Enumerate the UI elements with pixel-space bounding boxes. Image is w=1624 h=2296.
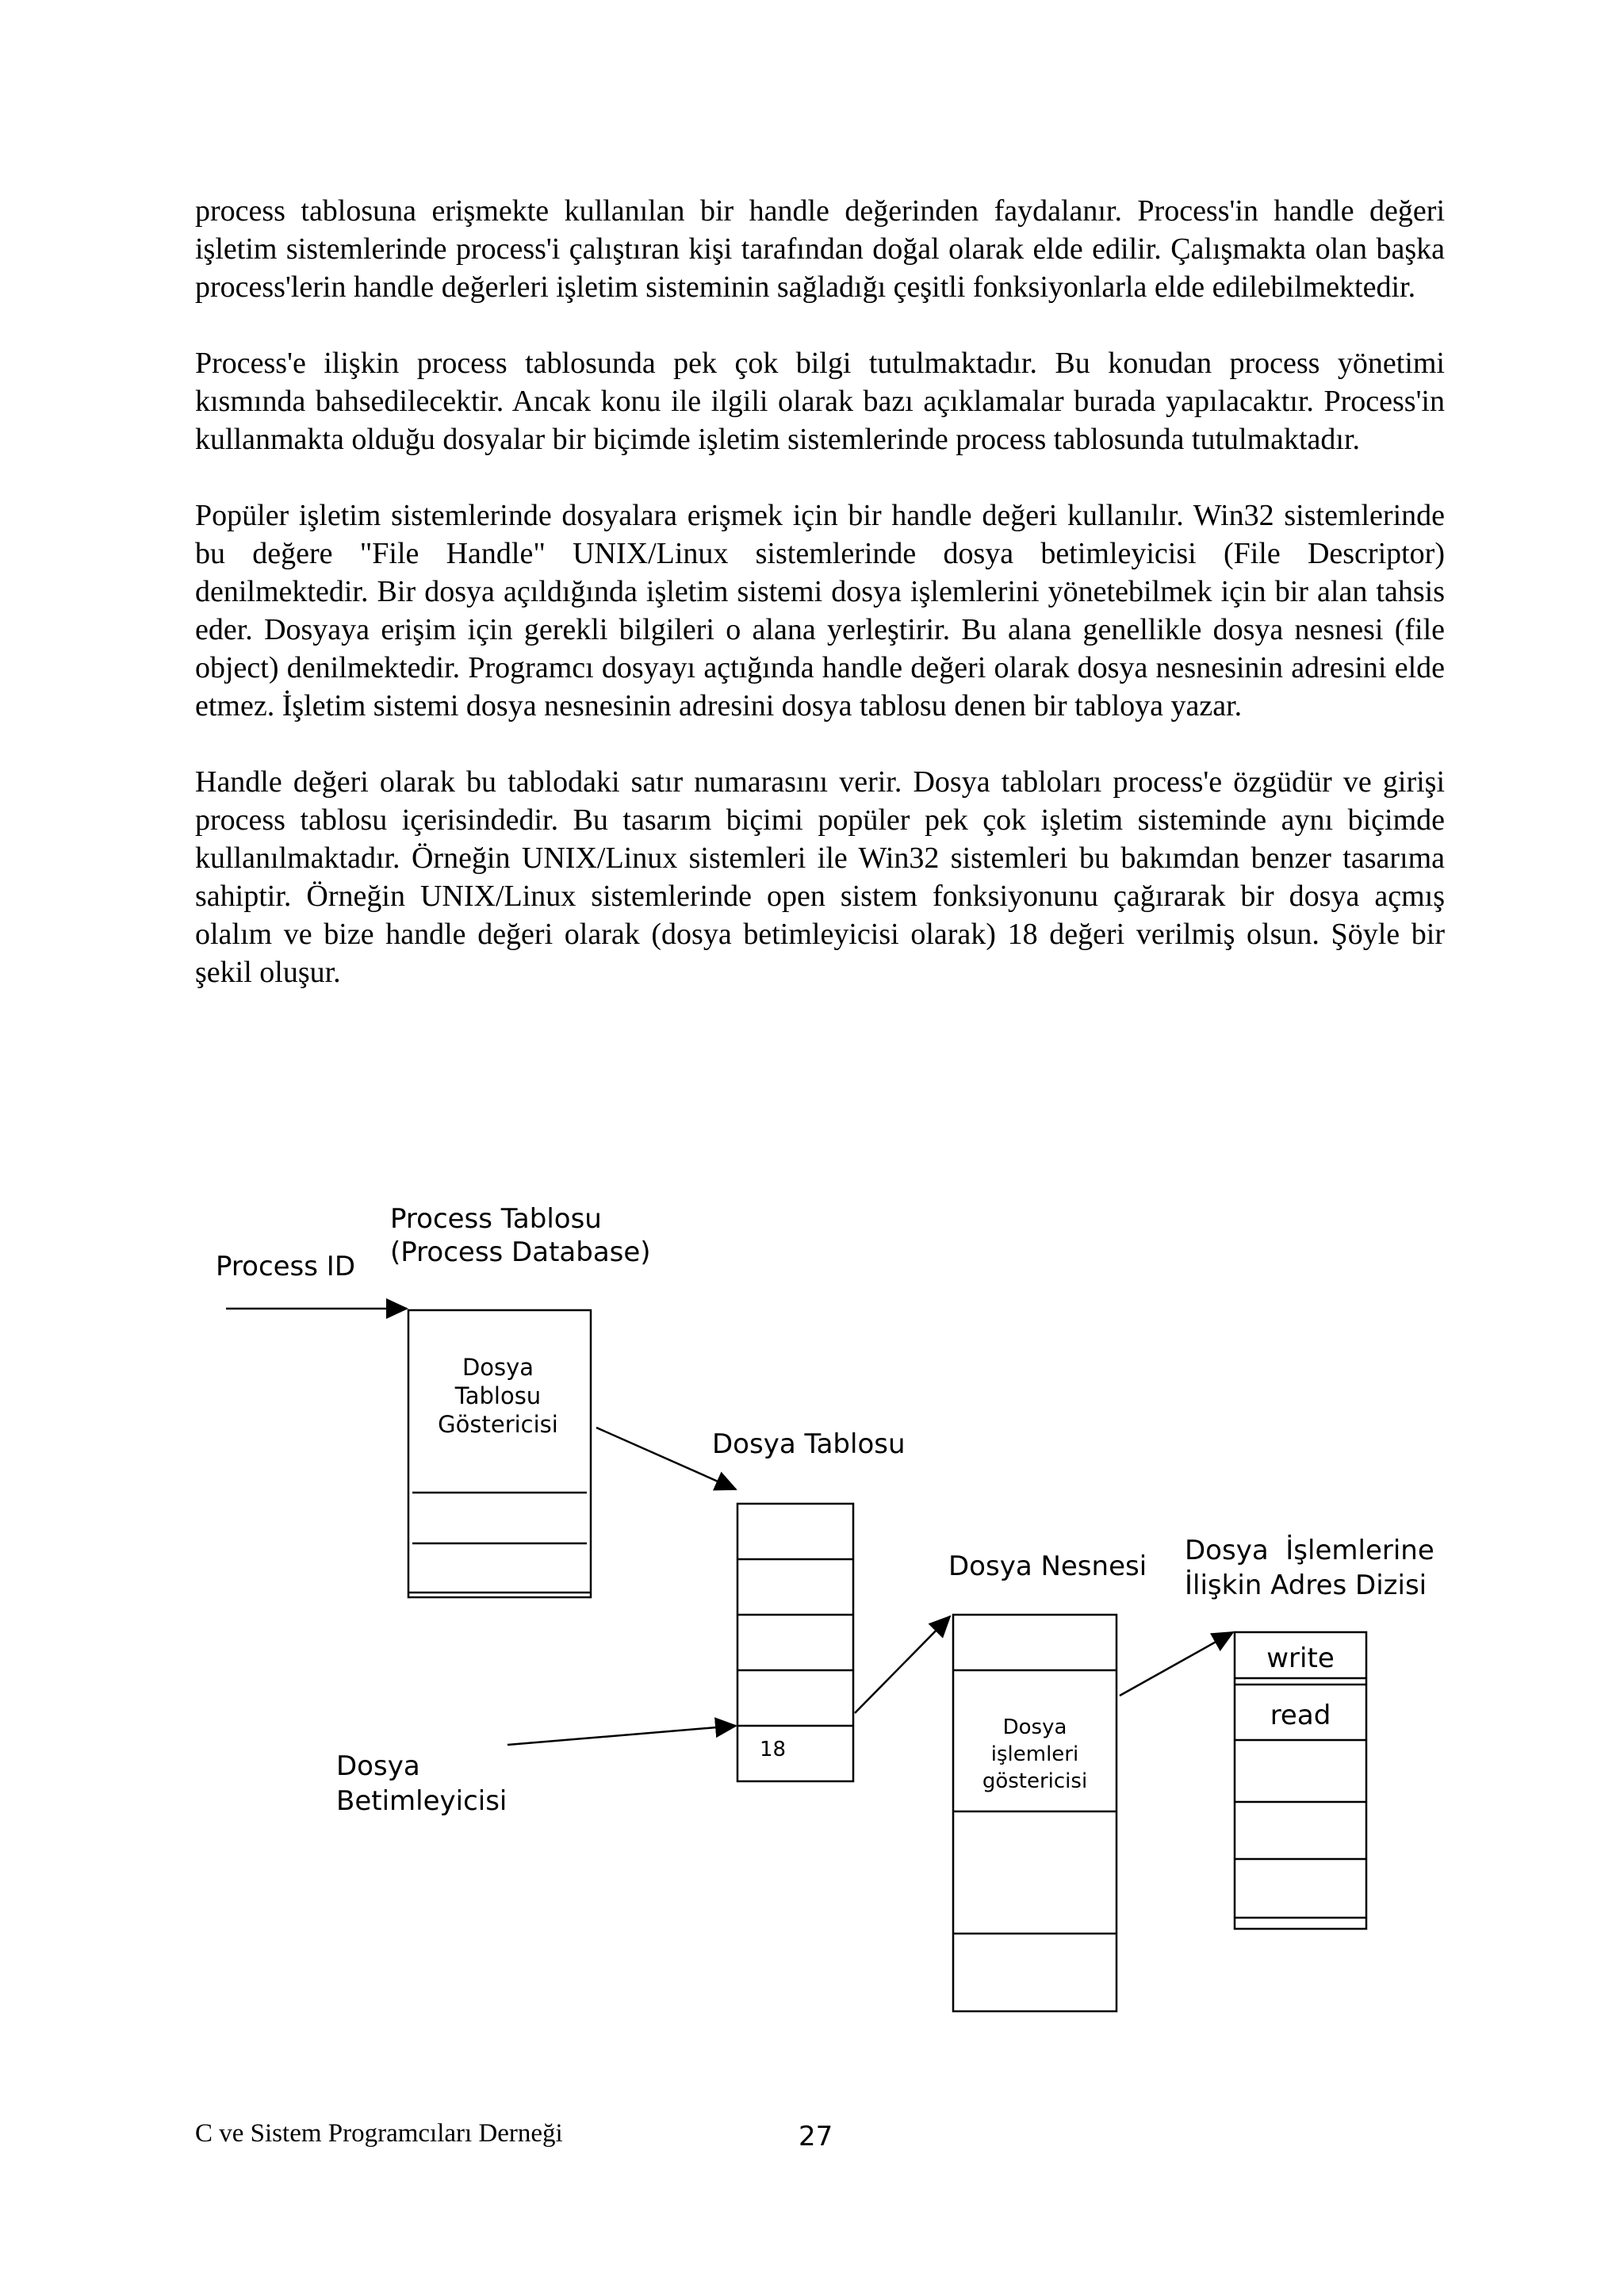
file-ops-pointer-line3: göstericisi bbox=[982, 1769, 1088, 1793]
address-array-item-read: read bbox=[1270, 1700, 1331, 1731]
process-table-title-line1: Process Tablosu bbox=[390, 1203, 602, 1235]
file-ops-pointer-line2: işlemleri bbox=[990, 1742, 1079, 1766]
address-array-label-line2: İlişkin Adres Dizisi bbox=[1185, 1570, 1427, 1601]
file-object-arrow bbox=[855, 1616, 950, 1713]
file-table-pointer-line3: Göstericisi bbox=[438, 1411, 558, 1438]
file-table-entry: 18 bbox=[760, 1738, 787, 1761]
footer-organization: C ve Sistem Programcıları Derneği bbox=[195, 2119, 563, 2148]
file-descriptor-line1: Dosya bbox=[336, 1750, 420, 1782]
paragraph-3: Popüler işletim sistemlerinde dosyalara erişmek için bir handle değeri kullanılır. Win32 sistemlerinde bu değere "File Handle" UNIX/Linux sistemlerinde dosya betimleyicisi (File Descriptor) denilmektedir. Bir dosya açıldığında işletim sistemi dosya işlemlerini yönetebilmek için bir alan tahsis eder. Dosyaya erişim için gerekli bilgileri o alana yerleştirir. Bu alana genellikle dosya nesnesi (file object) denilmektedir. Programcı dosyayı açtığında handle değeri olarak dosya nesnesinin adresini elde etmez. İşletim sistemi dosya nesnesinin adresini dosya tablosu denen bir tabloya yazar. bbox=[195, 499, 1445, 723]
page-number: 27 bbox=[799, 2121, 833, 2152]
process-table-title-line2: (Process Database) bbox=[390, 1236, 651, 1268]
process-id-label: Process ID bbox=[216, 1251, 355, 1282]
file-ops-pointer-line1: Dosya bbox=[1002, 1715, 1067, 1739]
paragraph-4: Handle değeri olarak bu tablodaki satır numarasını verir. Dosya tabloları process'e özgüdür ve girişi process tablosu içerisindedir. Bu tasarım biçimi popüler pek çok işletim sisteminde aynı biçimde kullanılmaktadır. Örneğin UNIX/Linux sistemleri ile Win32 sistemleri bu bakımdan benzer tasarıma sahiptir. Örneğin UNIX/Linux sistemlerinde open sistem fonksiyonunu çağırarak bir dosya açmış olalım ve bize handle değeri olarak (dosya betimleyicisi olarak) 18 değeri verilmiş olsun. Şöyle bir şekil oluşur. bbox=[195, 765, 1445, 989]
paragraph-2: Process'e ilişkin process tablosunda pek çok bilgi tutulmaktadır. Bu konudan process yönetimi kısmında bahsedilecektir. Ancak konu ile ilgili olarak bazı açıklamalar burada yapılacaktır. Process'in kullanmakta olduğu dosyalar bir biçimde işletim sistemlerinde process tablosunda tutulmaktadır. bbox=[195, 347, 1445, 456]
address-array-arrow bbox=[1120, 1632, 1233, 1696]
file-descriptor-line2: Betimleyicisi bbox=[336, 1785, 508, 1817]
file-table-box bbox=[737, 1504, 853, 1781]
file-table-label: Dosya Tablosu bbox=[712, 1428, 906, 1460]
file-table-pointer-line2: Tablosu bbox=[454, 1382, 542, 1409]
paragraph-1: process tablosuna erişmekte kullanılan bir handle değerinden faydalanır. Process'in handle değeri işletim sistemlerinde process'i çalıştıran kişi tarafından doğal olarak elde edilir. Çalışmakta olan başka process'lerin handle değerleri işletim sisteminin sağladığı çeşitli fonksiyonlarla elde edilebilmektedir. bbox=[195, 194, 1445, 304]
file-table-pointer-line1: Dosya bbox=[462, 1354, 534, 1381]
file-object-box bbox=[953, 1615, 1116, 2011]
address-array-box bbox=[1235, 1632, 1366, 1929]
file-descriptor-arrow bbox=[508, 1726, 736, 1745]
address-array-label-line1: Dosya İşlemlerine bbox=[1185, 1535, 1434, 1566]
file-object-label: Dosya Nesnesi bbox=[948, 1550, 1147, 1582]
address-array-item-write: write bbox=[1266, 1642, 1335, 1674]
